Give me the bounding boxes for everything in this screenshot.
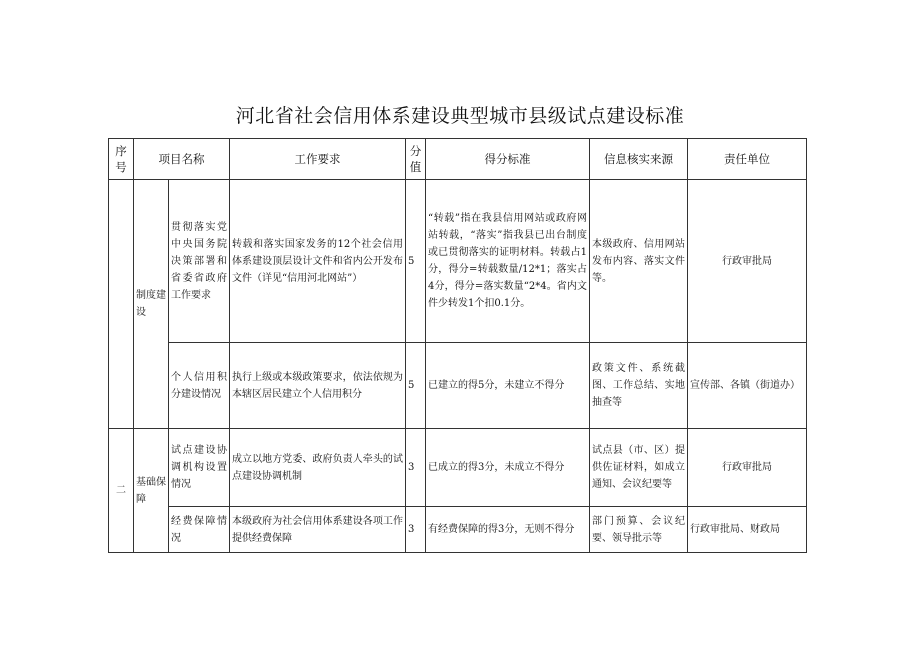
row-item: 贯彻落实党中央国务院决策部署和省委省政府工作要求 [169, 180, 230, 343]
row-requirement: 转载和落实国家发务的12个社会信用体系建设顶层设计文件和省内公开发布文件（详见“信用河北网站”） [230, 180, 406, 343]
standards-table [108, 138, 807, 553]
header-unit: 责任单位 [688, 139, 807, 180]
row-requirement: 成立以地方党委、政府负责人牵头的试点建设协调机制 [230, 429, 406, 507]
row-unit: 行政审批局 [688, 429, 807, 507]
row-unit: 宣传部、各镇（街道办） [688, 343, 807, 429]
section-seq: 二 [109, 429, 134, 553]
row-points: 5 [406, 180, 426, 343]
section-category: 基础保障 [134, 429, 169, 553]
table-header-row [109, 139, 807, 180]
row-source: 试点县（市、区）提供佐证材料，如成立通知、会议纪要等 [590, 429, 688, 507]
header-points: 分值 [406, 139, 426, 180]
section-seq [109, 180, 134, 429]
table-row [109, 507, 807, 553]
row-item: 经费保障情况 [169, 507, 230, 553]
header-seq: 序号 [109, 139, 134, 180]
header-requirement: 工作要求 [230, 139, 406, 180]
row-source: 本级政府、信用网站发布内容、落实文件等。 [590, 180, 688, 343]
row-source: 政策文件、系统截图、工作总结、实地抽查等 [590, 343, 688, 429]
header-source: 信息核实来源 [590, 139, 688, 180]
header-item: 项目名称 [134, 139, 230, 180]
row-item: 试点建设协调机构设置情况 [169, 429, 230, 507]
row-scoring: “转载”指在我县信用网站或政府网站转载，“落实”指我县已出台制度或已贯彻落实的证明材料。转载占1分，得分=转载数量/12*1；落实占4分，得分=落实数量“2*4。省内文件少转发1个扣0.1分。 [426, 180, 590, 343]
row-unit: 行政审批局 [688, 180, 807, 343]
row-source: 部门预算、会议纪要、领导批示等 [590, 507, 688, 553]
row-requirement: 执行上级或本级政策要求，依法依规为本辖区居民建立个人信用积分 [230, 343, 406, 429]
row-scoring: 已建立的得5分，未建立不得分 [426, 343, 590, 429]
row-points: 5 [406, 343, 426, 429]
document-title: 河北省社会信用体系建设典型城市县级试点建设标准 [235, 105, 685, 127]
table-row [109, 180, 807, 343]
table-row [109, 343, 807, 429]
row-item: 个人信用积分建设情况 [169, 343, 230, 429]
row-scoring: 有经费保障的得3分，无则不得分 [426, 507, 590, 553]
row-scoring: 已成立的得3分，未成立不得分 [426, 429, 590, 507]
row-points: 3 [406, 429, 426, 507]
row-unit: 行政审批局、财政局 [688, 507, 807, 553]
table-row [109, 429, 807, 507]
section-category: 制度建设 [134, 180, 169, 429]
row-requirement: 本级政府为社会信用体系建设各项工作提供经费保障 [230, 507, 406, 553]
row-points: 3 [406, 507, 426, 553]
header-scoring: 得分标准 [426, 139, 590, 180]
